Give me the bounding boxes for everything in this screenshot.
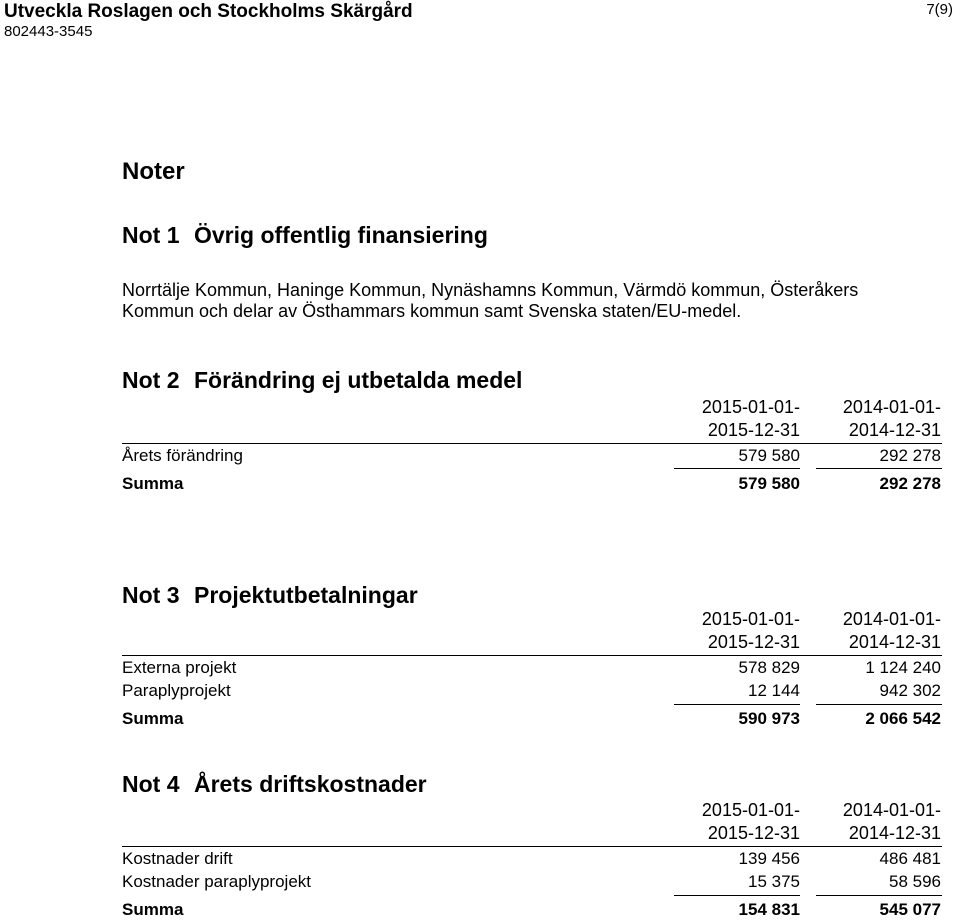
- table-row: [122, 444, 942, 467]
- table-row: [122, 679, 942, 702]
- total-2015: 579 580: [738, 474, 800, 493]
- column-header-2015-end: 2015-12-31: [707, 632, 800, 652]
- value-2015: 579 580: [738, 446, 800, 465]
- value-2014: 1 124 240: [865, 658, 941, 677]
- sum-underline: [816, 895, 942, 896]
- note2-table: [122, 396, 942, 495]
- column-header-row: [122, 631, 942, 654]
- column-header-row: [122, 396, 942, 419]
- page-number: 7(9): [926, 1, 953, 18]
- column-header-2015-end: 2015-12-31: [707, 823, 800, 843]
- column-header-row: [122, 799, 942, 822]
- note3-heading: [122, 582, 418, 609]
- column-header-2014-start: 2014-01-01-: [842, 397, 941, 417]
- note2-number: Not 2: [122, 367, 180, 393]
- organization-number: 802443-3545: [4, 23, 93, 40]
- table-row: [122, 656, 942, 679]
- value-2015: 139 456: [738, 849, 800, 868]
- note4-number: Not 4: [122, 771, 180, 797]
- page-title: Noter: [122, 158, 185, 185]
- row-label: Paraplyprojekt: [122, 681, 231, 700]
- note2-title: Förändring ej utbetalda medel: [194, 367, 523, 393]
- organization-name: Utveckla Roslagen och Stockholms Skärgård: [4, 1, 413, 22]
- sum-underline: [816, 704, 942, 705]
- column-header-row: [122, 419, 942, 442]
- column-header-2014-start: 2014-01-01-: [842, 609, 941, 629]
- total-2015: 590 973: [738, 709, 800, 728]
- total-2014: 545 077: [879, 900, 941, 919]
- sum-underline: [674, 704, 800, 705]
- column-header-2015-start: 2015-01-01-: [701, 397, 800, 417]
- column-header-2014-end: 2014-12-31: [848, 632, 941, 652]
- value-2015: 578 829: [738, 658, 800, 677]
- note1-text-line1: Norrtälje Kommun, Haninge Kommun, Nynäshamns Kommun, Värmdö kommun, Österåkers: [122, 280, 859, 300]
- column-header-2014-end: 2014-12-31: [848, 420, 941, 440]
- row-label: Årets förändring: [122, 446, 243, 465]
- note2-heading: [122, 367, 522, 394]
- note4-heading: [122, 771, 427, 798]
- total-2014: 2 066 542: [865, 709, 941, 728]
- table-row: [122, 847, 942, 870]
- value-2014: 486 481: [879, 849, 941, 868]
- column-header-2014-end: 2014-12-31: [848, 823, 941, 843]
- note1-title: Övrig offentlig finansiering: [194, 222, 488, 248]
- total-2015: 154 831: [738, 900, 800, 919]
- column-header-2014-start: 2014-01-01-: [842, 800, 941, 820]
- value-2014: 58 596: [889, 872, 941, 891]
- note3-title: Projektutbetalningar: [194, 582, 418, 608]
- note1-number: Not 1: [122, 222, 180, 248]
- sum-underline: [674, 468, 800, 469]
- note1-text: [122, 280, 858, 322]
- note4-table: [122, 799, 942, 921]
- note1-text-line2: Kommun och delar av Östhammars kommun samt Svenska staten/EU-medel.: [122, 301, 742, 321]
- row-label: Kostnader drift: [122, 849, 233, 868]
- sum-underline: [816, 468, 942, 469]
- value-2015: 15 375: [748, 872, 800, 891]
- value-2015: 12 144: [748, 681, 800, 700]
- column-header-row: [122, 822, 942, 845]
- summary-row: [122, 898, 942, 921]
- row-label: Externa projekt: [122, 658, 237, 677]
- summary-label: Summa: [122, 709, 184, 728]
- column-header-row: [122, 608, 942, 631]
- table-row: [122, 870, 942, 893]
- column-header-2015-end: 2015-12-31: [707, 420, 800, 440]
- summary-label: Summa: [122, 474, 184, 493]
- column-header-2015-start: 2015-01-01-: [701, 609, 800, 629]
- note3-table: [122, 608, 942, 730]
- column-header-2015-start: 2015-01-01-: [701, 800, 800, 820]
- total-2014: 292 278: [879, 474, 941, 493]
- row-label: Kostnader paraplyprojekt: [122, 872, 312, 891]
- note1-heading: [122, 222, 488, 249]
- value-2014: 292 278: [879, 446, 941, 465]
- value-2014: 942 302: [879, 681, 941, 700]
- summary-label: Summa: [122, 900, 184, 919]
- summary-row: [122, 472, 942, 495]
- summary-row: [122, 707, 942, 730]
- sum-underline: [674, 895, 800, 896]
- note4-title: Årets driftskostnader: [194, 771, 427, 797]
- note3-number: Not 3: [122, 582, 180, 608]
